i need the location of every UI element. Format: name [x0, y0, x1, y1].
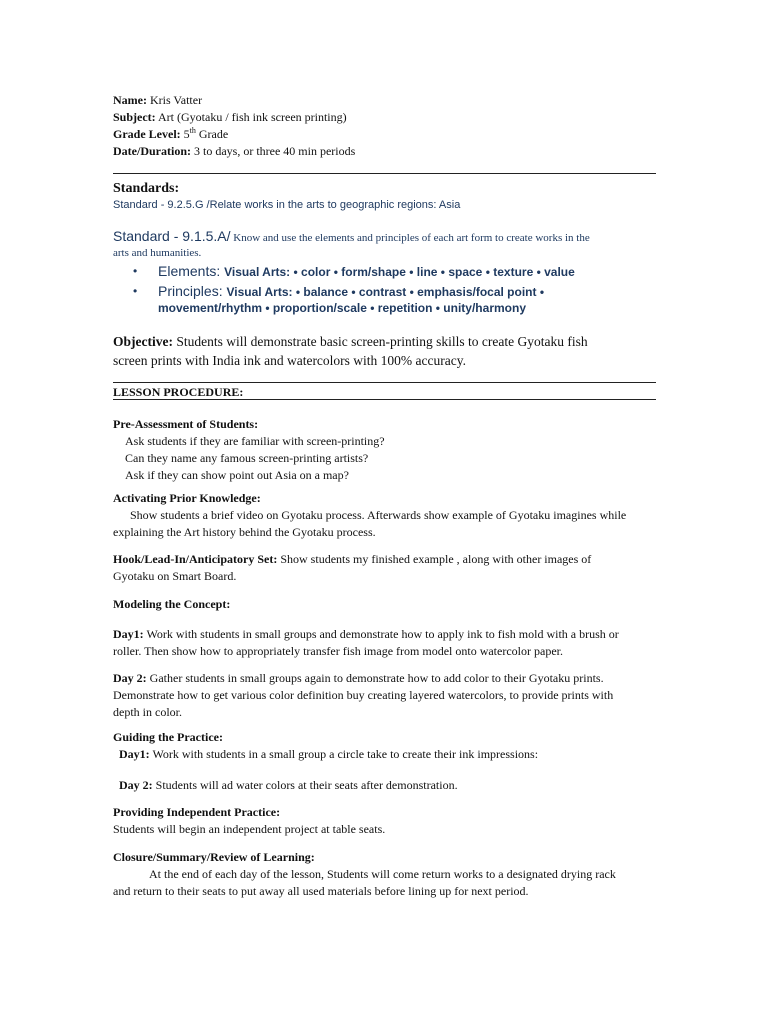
- hook-section: Hook/Lead-In/Anticipatory Set: Show students my finished example , along with other images of Gyotaku on Smart Board.: [113, 552, 592, 583]
- prior-knowledge-section: Activating Prior Knowledge: Show students a brief video on Gyotaku process. Afterwards show example of Gyotaku imagines while explaining the Art history behind the Gyotaku process.: [113, 491, 627, 539]
- subject-row: Subject: Art (Gyotaku / fish ink screen printing): [113, 110, 347, 124]
- standards-bullets: [113, 263, 658, 316]
- modeling-day1: Day1: Work with students in small groups and demonstrate how to apply ink to fish mold with a brush or roller. Then show how to appropriately transfer fish image from model onto watercolor paper.: [113, 627, 619, 658]
- principles-bullet: • Principles: Visual Arts: • balance • contrast • emphasis/focal point • movement/rhythm • proportion/scale • repetition • unity/harmony: [133, 283, 545, 315]
- modeling-heading: Modeling the Concept:: [113, 597, 231, 611]
- standard-9-1-5-a: Standard - 9.1.5.A/ Know and use the elements and principles of each art form to create works in the arts and humanities.: [113, 228, 590, 259]
- list-item: Ask if they can show point out Asia on a map?: [125, 468, 349, 482]
- standards-heading: Standards:: [113, 181, 180, 196]
- divider: [113, 173, 656, 174]
- closure-section: Closure/Summary/Review of Learning: At the end of each day of the lesson, Students will come return works to a designated drying rack and return to their seats to put away all used materials before lining up for next period.: [113, 850, 616, 898]
- divider: [113, 399, 656, 400]
- name-row: Name: Kris Vatter: [113, 93, 203, 107]
- pre-assessment-section: Pre-Assessment of Students: Ask students if they are familiar with screen-printing? Can they name any famous screen-printing artists? Ask if they can show point out Asia on a map?: [113, 416, 658, 484]
- header-info: [113, 92, 658, 160]
- grade-row: Grade Level: 5th Grade: [113, 126, 229, 141]
- guiding-section: Guiding the Practice: Day1: Work with students in a small group a circle take to create their ink impressions: Day 2: Students will ad water colors at their seats after demonstration.: [113, 730, 539, 792]
- divider: [113, 382, 656, 383]
- list-item: Ask students if they are familiar with screen-printing?: [125, 434, 385, 448]
- date-row: Date/Duration: 3 to days, or three 40 min periods: [113, 144, 356, 158]
- elements-bullet: • Elements: Visual Arts: • color • form/shape • line • space • texture • value: [133, 263, 575, 279]
- standard-9-2-5-g: Standard - 9.2.5.G /Relate works in the arts to geographic regions: Asia: [113, 199, 461, 211]
- independent-section: Providing Independent Practice: Students will begin an independent project at table seats.: [113, 805, 386, 836]
- modeling-day2: Day 2: Gather students in small groups again to demonstrate how to add color to their Gyotaku prints. Demonstrate how to get various color definition buy creating layered watercolors, to provide prints with depth in color.: [113, 671, 614, 719]
- objective: Objective: Students will demonstrate basic screen-printing skills to create Gyotaku fish screen prints with India ink and watercolors with 100% accuracy.: [113, 334, 588, 368]
- list-item: Can they name any famous screen-printing artists?: [125, 451, 369, 465]
- lesson-procedure-heading: LESSON PROCEDURE:: [113, 385, 244, 399]
